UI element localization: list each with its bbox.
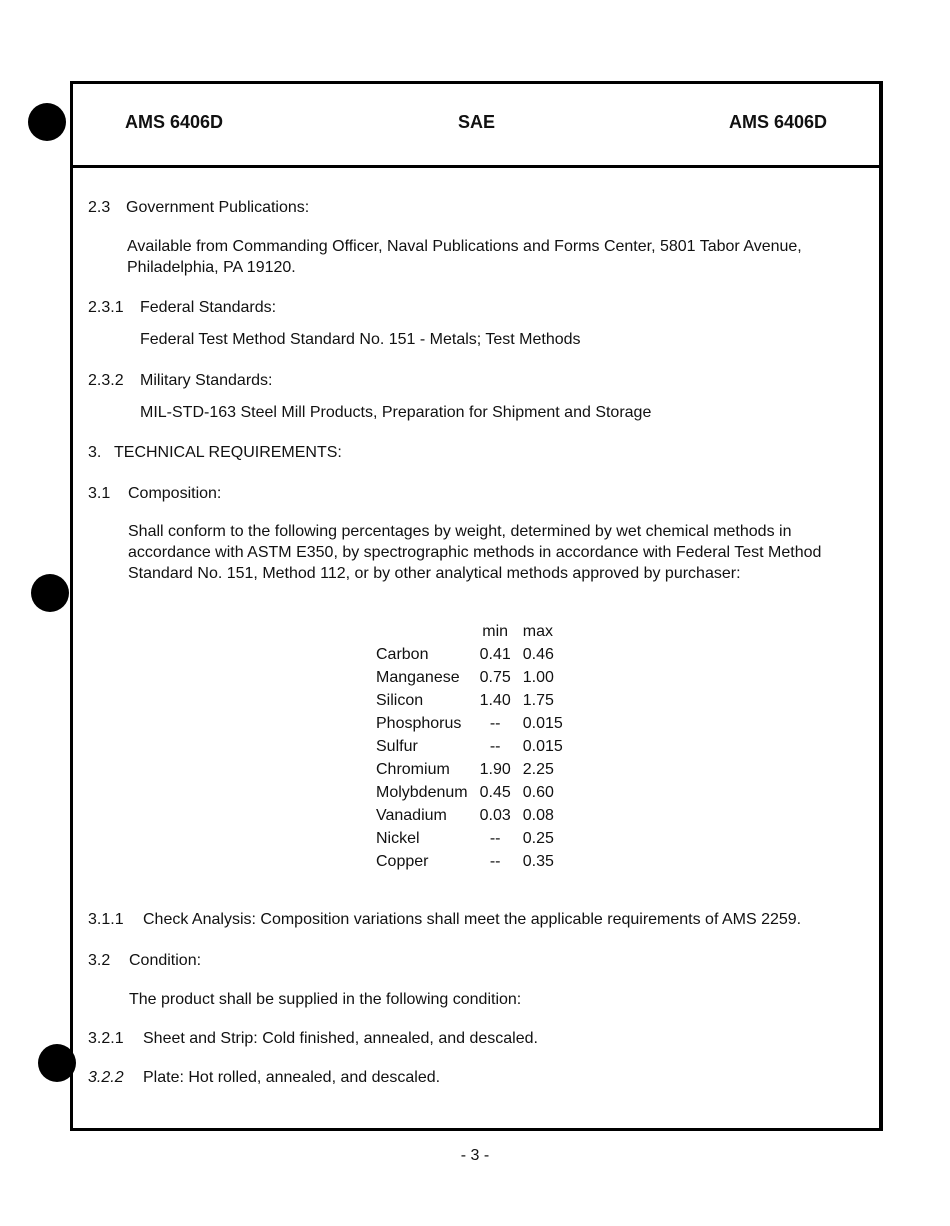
section-number: 2.3.1 (88, 299, 124, 316)
min-cell: 1.40 (479, 691, 511, 709)
max-cell: 0.08 (522, 806, 554, 824)
section-text: Plate: Hot rolled, annealed, and descaled. (143, 1069, 441, 1086)
max-cell: 0.25 (522, 829, 554, 847)
element-cell: Phosphorus (376, 714, 462, 732)
table-row (370, 850, 569, 873)
section-text: Check Analysis: Composition variations shall meet the applicable requirements of AMS 2259. (143, 911, 802, 928)
page-header (73, 84, 879, 168)
section-body: Federal Test Method Standard No. 151 - Metals; Test Methods (140, 331, 581, 348)
element-cell: Chromium (376, 760, 450, 778)
section-title: Military Standards: (140, 372, 273, 389)
max-cell: 0.015 (522, 714, 563, 732)
section-number: 2.3 (88, 199, 111, 216)
table-row (370, 781, 569, 804)
table-header-row (370, 620, 569, 643)
element-cell: Nickel (376, 829, 420, 847)
section-body: The product shall be supplied in the following condition: (129, 991, 522, 1008)
page-number: - 3 - (460, 1147, 490, 1164)
header-org: SAE (458, 112, 496, 132)
element-cell: Sulfur (376, 737, 418, 755)
max-cell: 0.46 (522, 645, 554, 663)
max-cell: 0.015 (522, 737, 563, 755)
section-title: TECHNICAL REQUIREMENTS: (114, 444, 342, 461)
header-doc-id-left: AMS 6406D (125, 112, 224, 132)
section-number: 3.2.1 (88, 1030, 124, 1047)
section-number: 3. (88, 444, 102, 461)
max-cell: 2.25 (522, 760, 554, 778)
element-cell: Copper (376, 852, 429, 870)
section-number: 3.2 (88, 952, 111, 969)
section-title: Government Publications: (126, 199, 310, 216)
table-row (370, 712, 569, 735)
section-number: 3.1 (88, 485, 111, 502)
element-cell: Vanadium (376, 806, 447, 824)
min-cell: -- (489, 714, 501, 732)
revision-bullet-icon (31, 574, 69, 612)
section-number: 3.2.2 (88, 1069, 124, 1086)
table-row (370, 643, 569, 666)
min-cell: -- (489, 737, 501, 755)
max-cell: 0.35 (522, 852, 554, 870)
min-cell: 0.45 (479, 783, 511, 801)
min-cell: 0.75 (479, 668, 511, 686)
table-header-max: max (522, 622, 553, 640)
section-number: 3.1.1 (88, 911, 124, 928)
min-cell: 0.03 (479, 806, 511, 824)
min-cell: 0.41 (479, 645, 511, 663)
section-body: Available from Commanding Officer, Naval Publications and Forms Center, 5801 Tabor Avenue, Philadelphia, PA 19120. (127, 238, 802, 276)
table-row (370, 827, 569, 850)
table-row (370, 735, 569, 758)
section-title: Composition: (128, 485, 222, 502)
element-cell: Carbon (376, 645, 429, 663)
section-body: MIL-STD-163 Steel Mill Products, Preparation for Shipment and Storage (140, 404, 652, 421)
min-cell: -- (489, 829, 501, 847)
section-body: Shall conform to the following percentages by weight, determined by wet chemical methods in accordance with ASTM E350, by spectrographic methods in accordance with Federal Test Method Standard No. 151, Method 112, or by other analytical methods approved by purchaser: (128, 523, 822, 582)
element-cell: Silicon (376, 691, 424, 709)
section-title: Federal Standards: (140, 299, 277, 316)
section-title: Condition: (129, 952, 202, 969)
element-cell: Molybdenum (376, 783, 468, 801)
table-header-min: min (482, 622, 509, 640)
section-number: 2.3.2 (88, 372, 124, 389)
section-text: Sheet and Strip: Cold finished, annealed, and descaled. (143, 1030, 538, 1047)
composition-table (370, 620, 569, 873)
max-cell: 0.60 (522, 783, 554, 801)
table-row (370, 666, 569, 689)
max-cell: 1.75 (522, 691, 554, 709)
table-row (370, 804, 569, 827)
table-row (370, 758, 569, 781)
min-cell: 1.90 (479, 760, 511, 778)
element-cell: Manganese (376, 668, 460, 686)
header-doc-id-right: AMS 6406D (728, 112, 827, 132)
max-cell: 1.00 (522, 668, 554, 686)
min-cell: -- (489, 852, 501, 870)
table-header-element (370, 620, 474, 643)
table-row (370, 689, 569, 712)
revision-bullet-icon (28, 103, 66, 141)
